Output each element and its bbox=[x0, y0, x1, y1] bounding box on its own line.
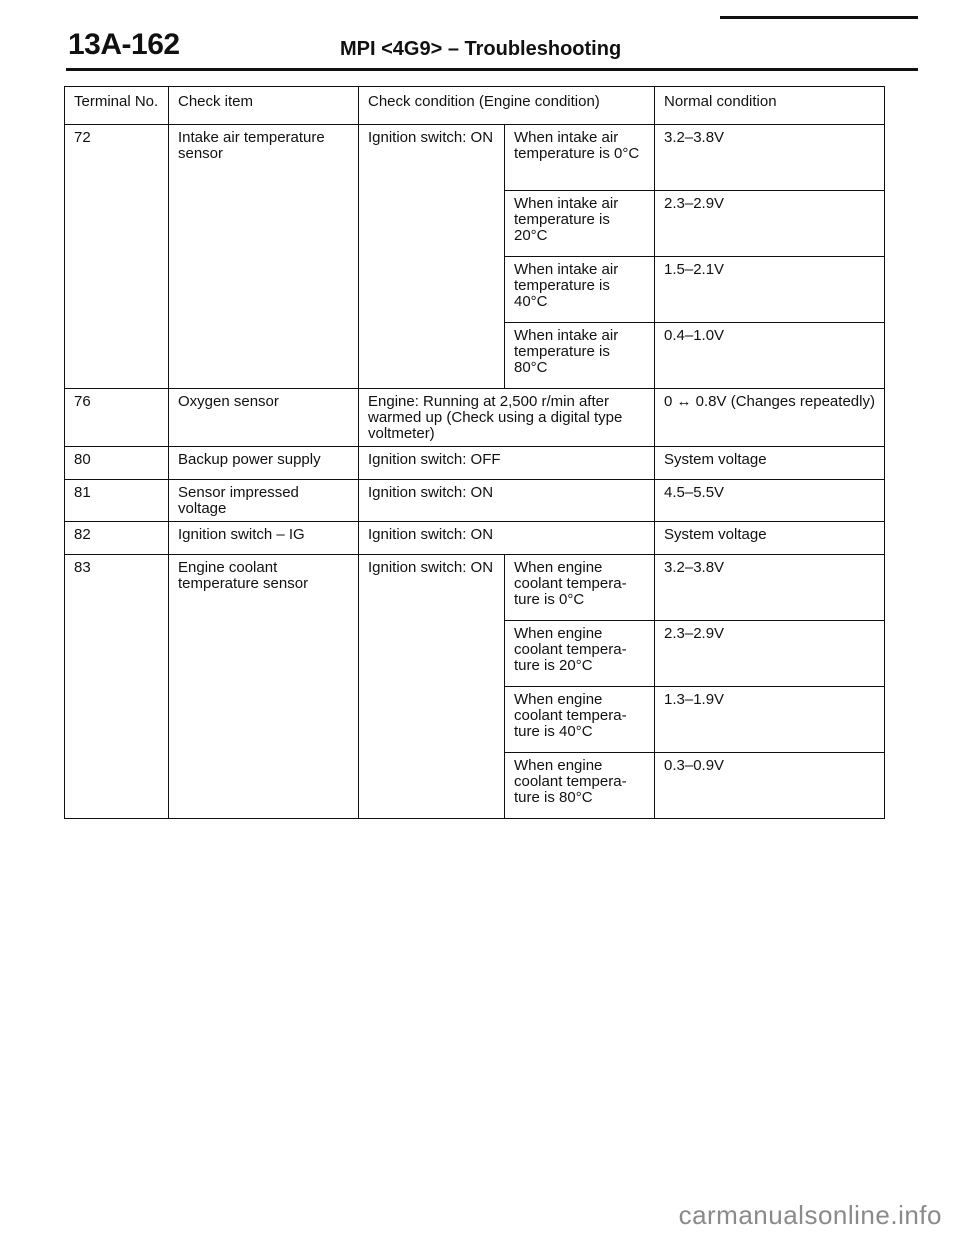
condition-cell: Engine: Running at 2,500 r/min after warmed up (Check using a digital type voltmeter) bbox=[359, 389, 655, 447]
sub-condition-cell: When intake air temperature is 80°C bbox=[505, 323, 655, 389]
terminal-cell: 81 bbox=[65, 480, 169, 522]
normal-condition-cell: 1.5–2.1V bbox=[655, 257, 885, 323]
check-item-cell: Oxygen sensor bbox=[169, 389, 359, 447]
normal-condition-cell: 4.5–5.5V bbox=[655, 480, 885, 522]
terminal-cell: 80 bbox=[65, 447, 169, 480]
terminal-cell: 83 bbox=[65, 555, 169, 819]
header-terminal-no: Terminal No. bbox=[65, 87, 169, 125]
sub-condition-cell: When engine coolant tempera- ture is 0°C bbox=[505, 555, 655, 621]
terminal-cell: 72 bbox=[65, 125, 169, 389]
table-header-row bbox=[65, 87, 885, 125]
table-row bbox=[65, 555, 885, 621]
condition-cell: Ignition switch: ON bbox=[359, 125, 505, 389]
sub-condition-cell: When engine coolant tempera- ture is 40°C bbox=[505, 687, 655, 753]
table-row bbox=[65, 125, 885, 191]
header-corner-rule bbox=[720, 16, 918, 19]
watermark: carmanualsonline.info bbox=[678, 1200, 942, 1230]
header-normal-condition: Normal condition bbox=[655, 87, 885, 125]
page-number: 13A-162 bbox=[68, 28, 180, 61]
condition-cell: Ignition switch: ON bbox=[359, 555, 505, 819]
normal-condition-cell: 3.2–3.8V bbox=[655, 125, 885, 191]
normal-condition-cell: System voltage bbox=[655, 447, 885, 480]
condition-cell: Ignition switch: ON bbox=[359, 480, 655, 522]
normal-condition-cell: 0.3–0.9V bbox=[655, 753, 885, 819]
condition-cell: Ignition switch: OFF bbox=[359, 447, 655, 480]
normal-condition-cell: System voltage bbox=[655, 522, 885, 555]
normal-condition-cell: 3.2–3.8V bbox=[655, 555, 885, 621]
normal-condition-cell: 0.4–1.0V bbox=[655, 323, 885, 389]
terminal-cell: 76 bbox=[65, 389, 169, 447]
sub-condition-cell: When engine coolant tempera- ture is 20°C bbox=[505, 621, 655, 687]
sub-condition-cell: When intake air temperature is 20°C bbox=[505, 191, 655, 257]
check-item-cell: Intake air temperature sensor bbox=[169, 125, 359, 389]
page-title: MPI <4G9> – Troubleshooting bbox=[340, 38, 622, 60]
normal-condition-cell: 0 ↔ 0.8V (Changes repeatedly) bbox=[655, 389, 885, 447]
sub-condition-cell: When intake air temperature is 40°C bbox=[505, 257, 655, 323]
normal-condition-cell: 1.3–1.9V bbox=[655, 687, 885, 753]
troubleshooting-table bbox=[64, 86, 885, 819]
check-item-cell: Engine coolant temperature sensor bbox=[169, 555, 359, 819]
header-check-condition: Check condition (Engine condition) bbox=[359, 87, 655, 125]
table-row bbox=[65, 389, 885, 447]
sub-condition-cell: When engine coolant tempera- ture is 80°C bbox=[505, 753, 655, 819]
header-rule bbox=[66, 68, 918, 71]
check-item-cell: Backup power supply bbox=[169, 447, 359, 480]
table-row bbox=[65, 447, 885, 480]
normal-condition-cell: 2.3–2.9V bbox=[655, 621, 885, 687]
condition-cell: Ignition switch: ON bbox=[359, 522, 655, 555]
header-check-item: Check item bbox=[169, 87, 359, 125]
terminal-cell: 82 bbox=[65, 522, 169, 555]
normal-condition-cell: 2.3–2.9V bbox=[655, 191, 885, 257]
check-item-cell: Sensor impressed voltage bbox=[169, 480, 359, 522]
table-row bbox=[65, 522, 885, 555]
sub-condition-cell: When intake air temperature is 0°C bbox=[505, 125, 655, 191]
check-item-cell: Ignition switch – IG bbox=[169, 522, 359, 555]
table-row bbox=[65, 480, 885, 522]
